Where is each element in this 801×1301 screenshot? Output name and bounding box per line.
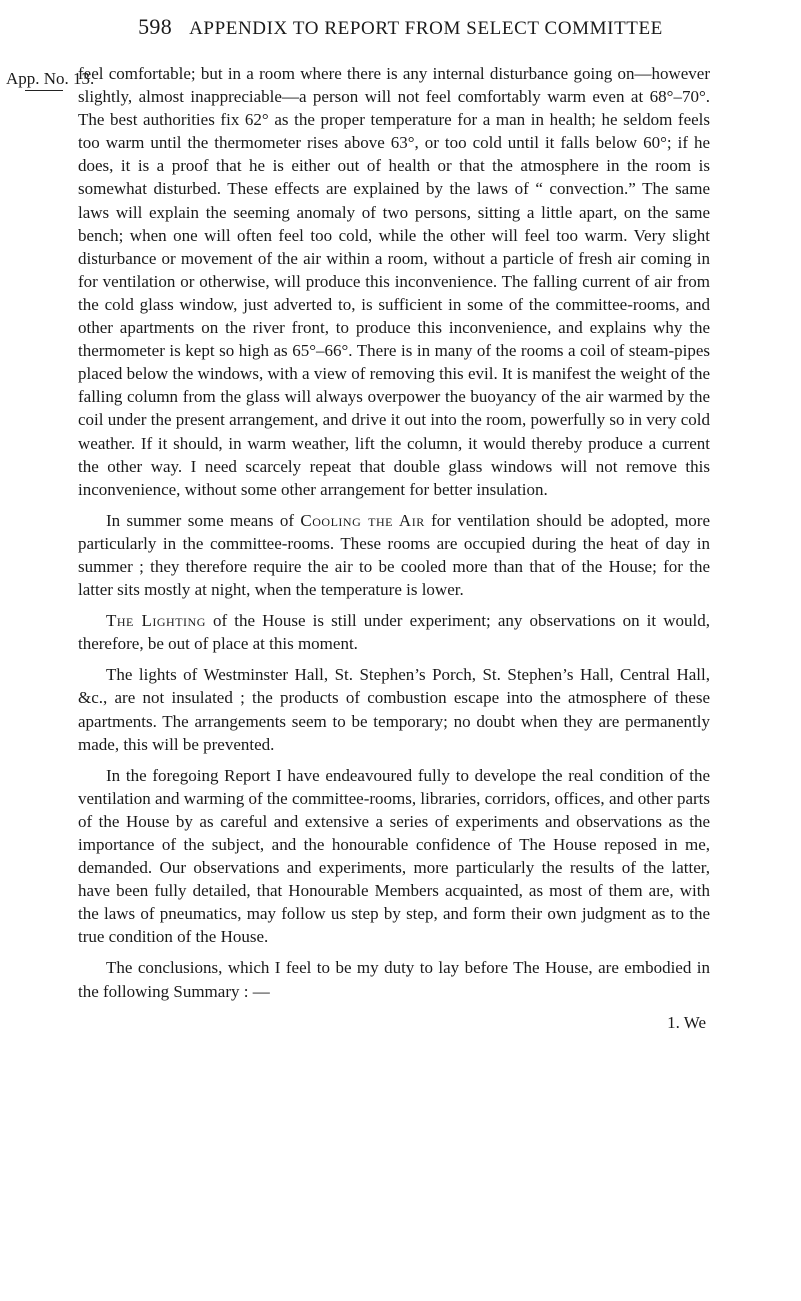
- paragraph-foregoing-report: In the foregoing Report I have endeavoured fully to develope the real condition of the ventilation and warming of the committee-rooms, libraries, corridors, offices, and other parts of the House by as careful and extensive a series of experiments and observations as the importance of the subject, and the honourable confidence of The House reposed in me, demanded. Our observations and experiments, more particularly the results of the latter, have been fully detailed, that Honourable Members acquainted, as most of them are, with the laws of pneumatics, may follow us step by step, and form their own judgment as to the true condition of the House.: [78, 765, 710, 947]
- paragraph-convection: feel comfortable; but in a room where there is any internal disturbance going on—however slightly, almost inappreciable—a person will not feel comfortably warm even at 68°–70°. The best authorities fix 62° as the proper temperature for a man in health; he seldom feels too warm until the thermometer rises above 63°, or too cold until it falls below 60°; if he does, it is a proof that he is either out of health or that the atmosphere in the room is somewhat disturbed. These effects are explained by the laws of “ convection.” The same laws will explain the seeming anomaly of two persons, sitting a little apart, on the same bench; when one will often feel too cold, while the other will feel too warm. Very slight disturbance or movement of the air within a room, without a particle of fresh air coming in for ventilation or otherwise, will produce this inconvenience. The falling current of air from the cold glass window, just adverted to, is sufficient in some of the committee-rooms, and other apartments on the river front, to produce this inconvenience, and explains why the thermometer is kept so high as 65°–66°. There is in many of the rooms a coil of steam-pipes placed below the windows, with a view of removing this evil. It is manifest the weight of the falling column from the glass will always overpower the buoyancy of the air warmed by the coil under the present arrangement, and drive it out into the room, powerfully so in very cold weather. If it should, in warm weather, lift the column, it would thereby produce a current the other way. I need scarcely repeat that double glass windows will not remove this inconvenience, without some other arrangement for better insulation.: [78, 64, 710, 499]
- lighting-heading: The Lighting: [106, 611, 206, 631]
- cooling-heading: Cooling the Air: [300, 510, 425, 530]
- paragraph-westminster-lights: The lights of Westminster Hall, St. Stephen’s Porch, St. Stephen’s Hall, Central Hall, &c., are not insulated ; the products of combustion escape into the atmosphere of these apartments. The arrangements seem to be temporary; no doubt when they are permanently made, this will be prevented.: [78, 665, 710, 754]
- paragraph-cooling: [78, 509, 710, 601]
- catchword: 1. We: [667, 1012, 706, 1032]
- margin-dash: [25, 90, 63, 91]
- lighting-after: of the House is still under experiment; any observations on it would, therefore, be out of place at this moment.: [78, 611, 710, 654]
- paragraph-lighting: [78, 609, 710, 655]
- cooling-before: In summer some means of: [106, 510, 301, 530]
- paragraph-conclusions: The conclusions, which I feel to be my duty to lay before The House, are embodied in the following Summary : —: [78, 958, 710, 1001]
- running-title: APPENDIX TO REPORT FROM SELECT COMMITTEE: [189, 18, 663, 39]
- page-number: 598: [138, 14, 173, 39]
- cooling-after: for ventilation should be adopted, more particularly in the committee-rooms. These rooms are occupied during the heat of day in summer ; they therefore require the air to be cooled more than that of the House; for the latter sits mostly at night, when the temperature is lower.: [78, 510, 710, 600]
- body-text: [78, 62, 710, 1042]
- running-header: [0, 14, 801, 40]
- appendix-number-label: App. No. 13.: [6, 69, 95, 88]
